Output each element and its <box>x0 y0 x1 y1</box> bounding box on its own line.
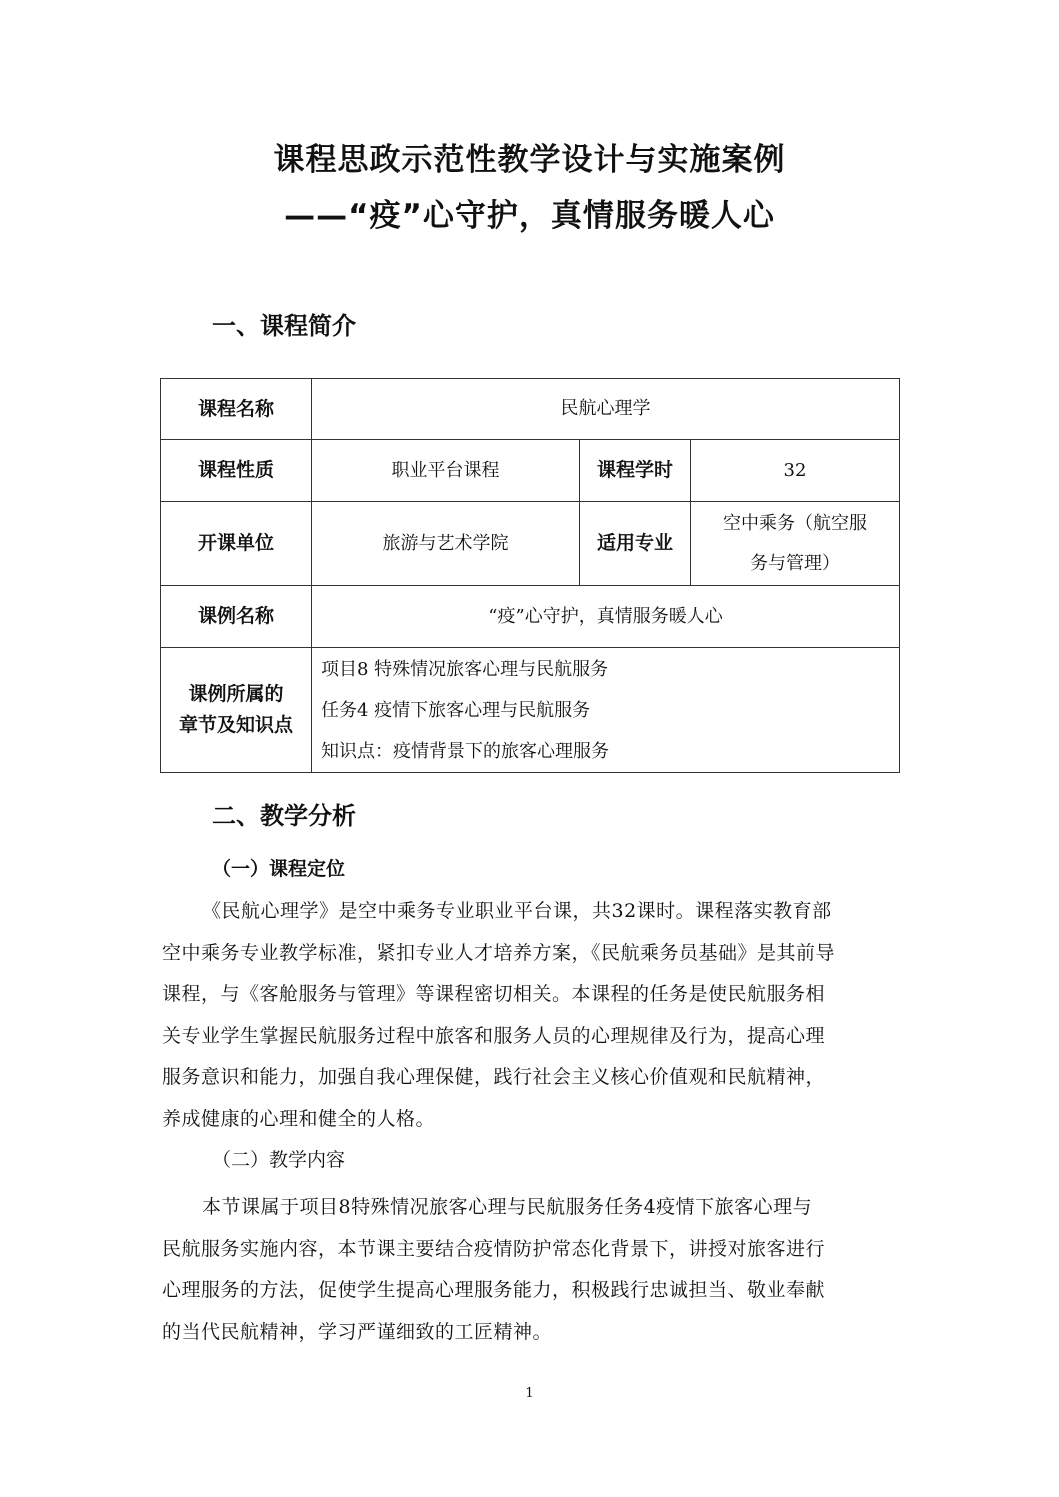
document-subtitle: ——“疫”心守护，真情服务暖人心 <box>284 198 775 234</box>
chapter-label-line: 章节及知识点 <box>178 714 293 736</box>
table-row <box>161 440 900 502</box>
paragraph-teaching-content <box>162 1187 900 1353</box>
course-nature-value: 职业平台课程 <box>312 440 580 502</box>
case-name-value: “疫”心守护，真情服务暖人心 <box>312 586 900 648</box>
major-label: 适用专业 <box>580 502 691 586</box>
major-value-line: 务与管理） <box>750 552 840 574</box>
paragraph-line: 的当代民航精神，学习严谨细致的工匠精神。 <box>162 1320 553 1343</box>
paragraph-line: 本节课属于项目8特殊情况旅客心理与民航服务任务4疫情下旅客心理与 <box>202 1196 813 1218</box>
paragraph-line: 空中乘务专业教学标准，紧扣专业人才培养方案，《民航乘务员基础》是其前导 <box>162 941 836 964</box>
paragraph-line: 民航服务实施内容，本节课主要结合疫情防护常态化背景下，讲授对旅客进行 <box>162 1237 826 1260</box>
course-hours-value: 32 <box>691 440 900 502</box>
paragraph-line: 养成健康的心理和健全的人格。 <box>162 1107 436 1130</box>
chapter-line: 项目8 特殊情况旅客心理与民航服务 <box>321 658 609 680</box>
paragraph-course-positioning <box>162 891 900 1140</box>
chapter-line: 知识点：疫情背景下的旅客心理服务 <box>321 740 609 762</box>
course-nature-label: 课程性质 <box>161 440 312 502</box>
course-name-label: 课程名称 <box>161 379 312 440</box>
table-row <box>161 586 900 648</box>
chapter-label-line: 课例所属的 <box>188 683 284 705</box>
section-heading-course-intro: 一、课程简介 <box>212 312 356 340</box>
course-hours-label: 课程学时 <box>580 440 691 502</box>
major-value-line: 空中乘务（航空服 <box>723 512 867 534</box>
document-title: 课程思政示范性教学设计与实施案例 <box>273 142 786 178</box>
chapter-label <box>161 648 312 773</box>
unit-label: 开课单位 <box>161 502 312 586</box>
subheading-teaching-content: （二）教学内容 <box>212 1149 346 1171</box>
paragraph-line: 课程，与《客舱服务与管理》等课程密切相关。本课程的任务是使民航服务相 <box>162 983 826 1005</box>
paragraph-line: 关专业学生掌握民航服务过程中旅客和服务人员的心理规律及行为，提高心理 <box>162 1024 826 1047</box>
course-info-table <box>160 378 900 773</box>
section-heading-teaching-analysis: 二、教学分析 <box>212 802 356 830</box>
page-number: 1 <box>525 1386 534 1401</box>
paragraph-line: 《民航心理学》是空中乘务专业职业平台课，共32课时。课程落实教育部 <box>202 900 832 922</box>
unit-value: 旅游与艺术学院 <box>312 502 580 586</box>
subheading-course-positioning: （一）课程定位 <box>212 858 346 880</box>
course-name-value: 民航心理学 <box>312 379 900 440</box>
paragraph-line: 心理服务的方法，促使学生提高心理服务能力，积极践行忠诚担当、敬业奉献 <box>162 1279 826 1301</box>
table-row <box>161 502 900 586</box>
major-value <box>691 502 900 586</box>
chapter-value <box>312 648 900 773</box>
paragraph-line: 服务意识和能力，加强自我心理保健，践行社会主义核心价值观和民航精神， <box>162 1066 826 1088</box>
table-row <box>161 648 900 773</box>
table-row <box>161 379 900 440</box>
case-name-label: 课例名称 <box>161 586 312 648</box>
chapter-line: 任务4 疫情下旅客心理与民航服务 <box>321 699 591 721</box>
